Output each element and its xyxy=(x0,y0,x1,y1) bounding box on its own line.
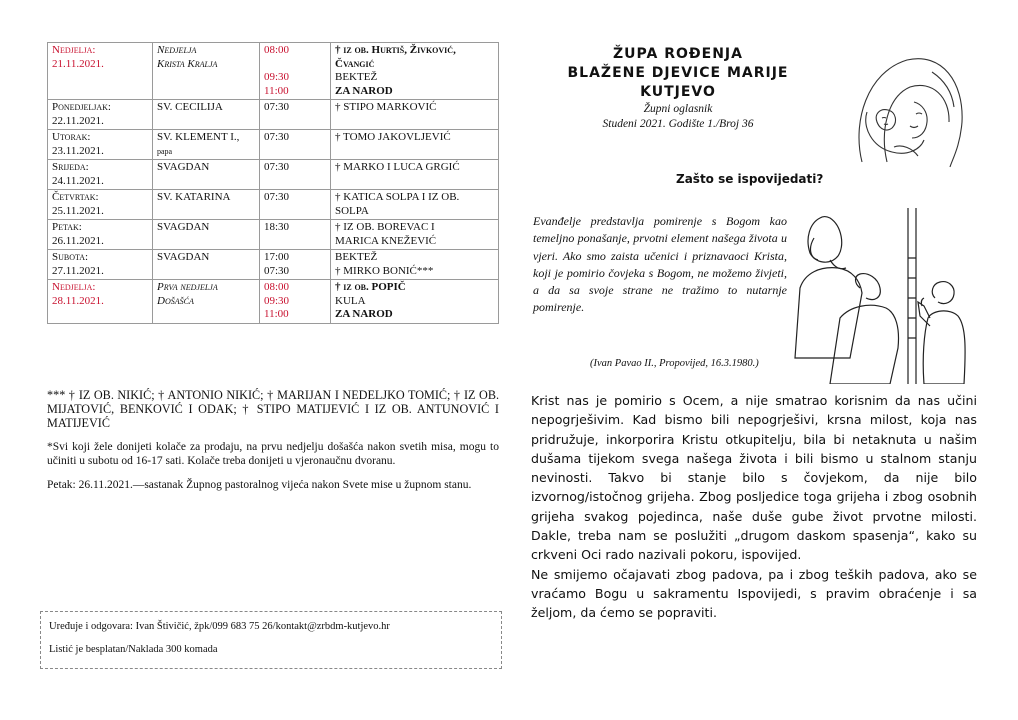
day-date: 22.11.2021. xyxy=(52,114,104,127)
confession-illustration xyxy=(790,198,976,384)
day-name: Subota: xyxy=(52,251,89,263)
parish-name-line3: KUTJEVO xyxy=(640,84,716,100)
schedule-table xyxy=(47,42,499,324)
feast-name: Krista Kralja xyxy=(157,57,218,70)
mass-time: 18:30 xyxy=(264,221,290,233)
issue-info: Studeni 2021. Godište 1./Broj 36 xyxy=(602,118,754,130)
mass-time: 17:00 xyxy=(264,251,290,263)
feast-name: SV. KATARINA xyxy=(157,191,231,203)
feast-name: SV. KLEMENT I., xyxy=(157,131,240,143)
schedule-row xyxy=(48,100,499,130)
time-cell xyxy=(260,100,331,130)
day-date: 21.11.2021. xyxy=(52,57,104,70)
time-cell xyxy=(260,130,331,160)
mass-time: 09:30 xyxy=(264,71,290,83)
notes-section xyxy=(47,388,499,502)
mass-intention: † iz ob. Hurtiš, Živković, xyxy=(335,44,456,56)
feast-cell xyxy=(153,280,260,324)
schedule-day-cell xyxy=(48,220,153,250)
quote-citation: (Ivan Pavao II., Propovijed, 16.3.1980.) xyxy=(590,358,759,369)
mass-intention: KULA xyxy=(335,294,366,307)
schedule-day-cell xyxy=(48,190,153,220)
mass-intention: Čvangić xyxy=(335,57,375,70)
mass-intention: ZA NAROD xyxy=(335,84,393,97)
intention-cell xyxy=(331,130,499,160)
schedule-day-cell xyxy=(48,280,153,324)
feast-cell xyxy=(153,250,260,280)
time-cell xyxy=(260,190,331,220)
day-date: 23.11.2021. xyxy=(52,144,104,157)
feast-cell xyxy=(153,160,260,190)
mass-time: 07:30 xyxy=(264,191,290,203)
mass-intention: † MIRKO BONIĆ*** xyxy=(335,264,434,277)
bulletin-subtitle: Župni oglasnik xyxy=(643,103,713,115)
print-run-line: Listić je besplatan/Naklada 300 komada xyxy=(49,644,218,655)
time-cell xyxy=(260,160,331,190)
time-cell xyxy=(260,250,331,280)
day-name: Srijeda: xyxy=(52,161,89,173)
extra-intentions: *** † IZ OB. NIKIĆ; † ANTONIO NIKIĆ; † MARIJAN I NEDELJKO TOMIĆ; † IZ OB. MIJATOVIĆ, BENKOVIĆ I ODAK; † STIPO MATIJEVIĆ I IZ OB. ANTUNOVIĆ I MATIJEVIĆ xyxy=(47,388,499,430)
mass-time: 07:30 xyxy=(264,101,290,113)
day-name: Ponedjeljak: xyxy=(52,101,111,113)
feast-name: Došašća xyxy=(157,294,194,307)
feast-cell xyxy=(153,190,260,220)
schedule-row xyxy=(48,43,499,100)
intention-cell xyxy=(331,100,499,130)
mass-intention: † MARKO I LUCA GRGIĆ xyxy=(335,161,460,173)
day-name: Četvrtak: xyxy=(52,191,99,203)
schedule-day-cell xyxy=(48,250,153,280)
feast-name: SV. CECILIJA xyxy=(157,101,223,113)
article-paragraph-1: Krist nas je pomirio s Ocem, a nije smatrao korisnim da nas učini nepogrješivim. Kad bismo bili nepogrješivi, krsna milost, koja nas pridružuje, inkorporira Kristu otkupitelju, bila bi netaknuta u našim dušama tijekom svega našega života i bili bismo u stalnom stanju nevinosti. Takvo bi stanje bilo s čovjekom, da nije bilo izvornog/istočnog grijeha. Zbog posljedice toga grijeha i zbog osobnih grijeha svakog pojedinca, naše duše gube život prvotne milosti. Dakle, treba nam se poslužiti „drugom daskom spasenja“, kako su crkveni Oci rado nazivali pokoru, ispovijed. xyxy=(531,393,977,563)
footer-box xyxy=(40,611,502,669)
schedule-day-cell xyxy=(48,130,153,160)
day-date: 25.11.2021. xyxy=(52,204,104,217)
day-date: 27.11.2021. xyxy=(52,264,104,277)
mass-time: 07:30 xyxy=(264,264,290,277)
mass-intention: SOLPA xyxy=(335,204,369,217)
feast-name: SVAGDAN xyxy=(157,251,210,263)
mass-intention: † STIPO MARKOVIĆ xyxy=(335,101,437,113)
feast-cell xyxy=(153,220,260,250)
feast-cell xyxy=(153,130,260,160)
day-date: 28.11.2021. xyxy=(52,294,104,307)
schedule-day-cell xyxy=(48,100,153,130)
day-date: 24.11.2021. xyxy=(52,174,104,187)
mass-time: 07:30 xyxy=(264,161,290,173)
mass-intention: † KATICA SOLPA I IZ OB. xyxy=(335,191,460,203)
schedule-day-cell xyxy=(48,43,153,100)
day-name: Utorak: xyxy=(52,131,91,143)
parish-name-line1: ŽUPA ROĐENJA xyxy=(613,46,743,62)
feast-cell xyxy=(153,100,260,130)
intention-cell xyxy=(331,280,499,324)
schedule-row xyxy=(48,130,499,160)
time-cell xyxy=(260,43,331,100)
day-name: Nedjelja: xyxy=(52,281,96,293)
intention-cell xyxy=(331,250,499,280)
day-date: 26.11.2021. xyxy=(52,234,104,247)
mass-time: 08:00 xyxy=(264,44,290,56)
mass-intention: † iz ob. POPIČ xyxy=(335,281,406,293)
day-name: Nedjelja: xyxy=(52,44,96,56)
mass-schedule xyxy=(47,42,499,324)
mass-intention: BEKTEŽ xyxy=(335,251,378,263)
masthead xyxy=(548,45,808,132)
mass-intention: BEKTEŽ xyxy=(335,71,378,83)
intention-cell xyxy=(331,160,499,190)
mass-time: 07:30 xyxy=(264,131,290,143)
feast-cell xyxy=(153,43,260,100)
time-cell xyxy=(260,280,331,324)
intention-cell xyxy=(331,220,499,250)
editor-line: Uređuje i odgovara: Ivan Štivičić, žpk/099 683 75 26/kontakt@zrbdm-kutjevo.hr xyxy=(49,621,390,632)
madonna-child-illustration xyxy=(832,52,972,170)
feast-name: Prva nedjelja xyxy=(157,281,218,293)
schedule-row xyxy=(48,280,499,324)
day-name: Petak: xyxy=(52,221,82,233)
time-cell xyxy=(260,220,331,250)
parish-name-line2: BLAŽENE DJEVICE MARIJE xyxy=(567,65,789,81)
article-paragraph-2: Ne smijemo očajavati zbog padova, pa i zbog teških padova, ako se vraćamo Bogu u sakramentu Ispovijedi, s pravim obraćenje i sa željom, da ćemo se popraviti. xyxy=(531,566,977,621)
papal-quote: Evanđelje predstavlja pomirenje s Bogom kao temeljno ponašanje, prvotni element našega života u vjeri. Ako smo zaista učenici i priznavaoci Krista, koji je pomirio čovjeka s Bogom, ne možemo živjeti, a da sa svoje strane ne tražimo to nutarnje pomirenje. xyxy=(533,214,787,315)
schedule-row xyxy=(48,250,499,280)
feast-name: SVAGDAN xyxy=(157,161,210,173)
schedule-row xyxy=(48,160,499,190)
mass-intention: ZA NAROD xyxy=(335,308,393,320)
schedule-row xyxy=(48,220,499,250)
intention-cell xyxy=(331,43,499,100)
schedule-row xyxy=(48,190,499,220)
intention-cell xyxy=(331,190,499,220)
mass-time: 11:00 xyxy=(264,84,289,97)
mass-time: 09:30 xyxy=(264,294,290,307)
meeting-notice: Petak: 26.11.2021.—sastanak Župnog pastoralnog vijeća nakon Svete mise u župnom stanu. xyxy=(47,479,472,491)
cakes-notice: *Svi koji žele donijeti kolače za prodaju, na prvu nedjelju došašća nakon svetih misa, mogu to učiniti u subotu od 16-17 sati. Kolače treba donijeti u vjeronaučnu dvoranu. xyxy=(47,441,499,467)
mass-intention: MARICA KNEŽEVIĆ xyxy=(335,234,437,247)
article-body xyxy=(531,391,977,623)
mass-time xyxy=(264,58,326,72)
schedule-day-cell xyxy=(48,160,153,190)
mass-intention: † IZ OB. BOREVAC I xyxy=(335,221,435,233)
feast-name: Nedjelja xyxy=(157,44,197,56)
feast-name: SVAGDAN xyxy=(157,221,210,233)
mass-intention: † TOMO JAKOVLJEVIĆ xyxy=(335,131,451,143)
mass-time: 08:00 xyxy=(264,281,290,293)
mass-time: 11:00 xyxy=(264,308,289,320)
article-title: Zašto se ispovijedati? xyxy=(676,172,824,186)
feast-name: papa xyxy=(157,146,173,156)
